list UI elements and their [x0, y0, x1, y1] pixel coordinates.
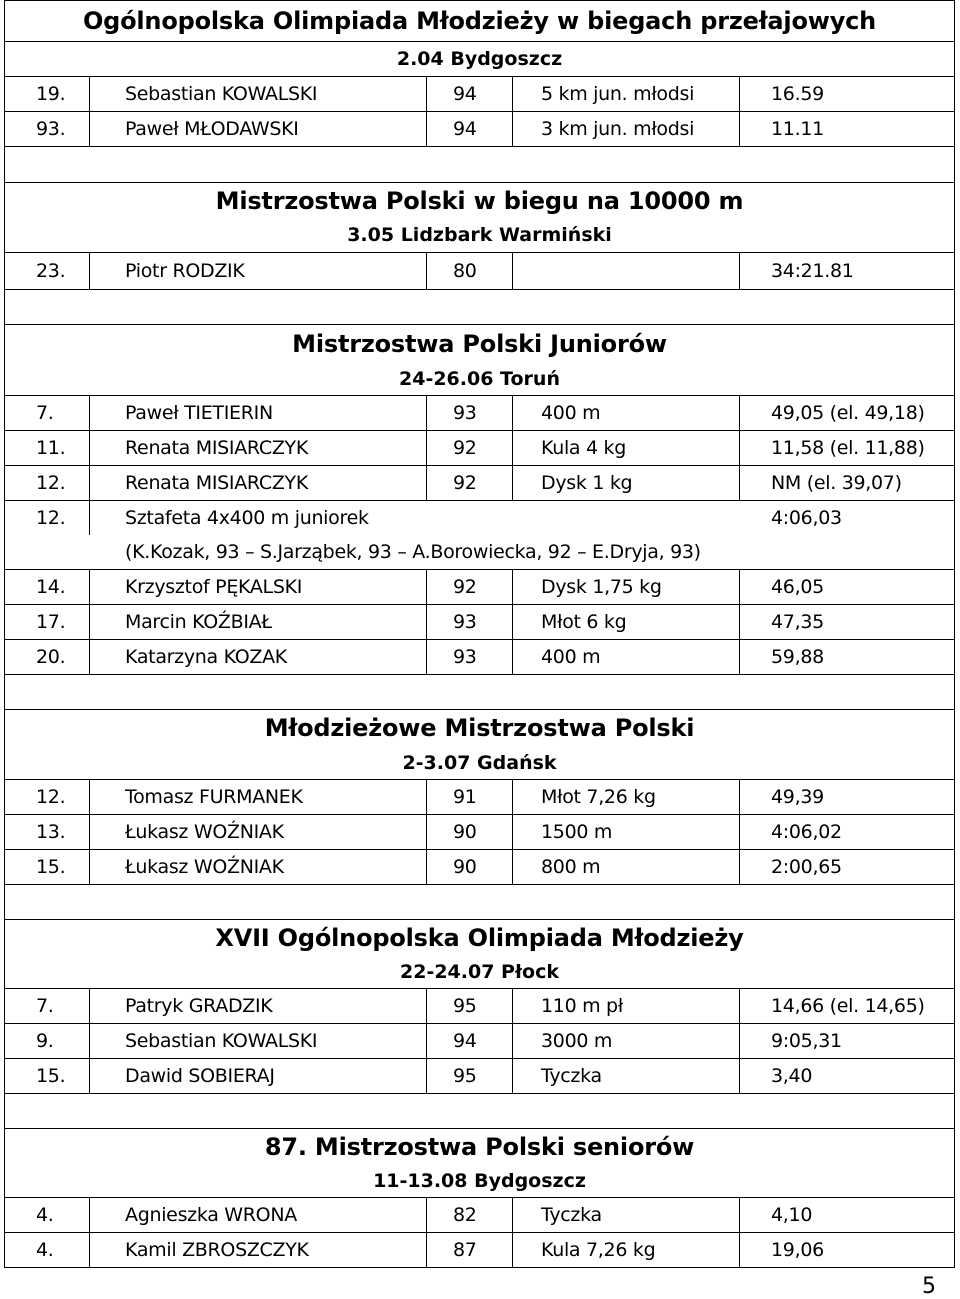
birth-year-cell: 90	[427, 850, 513, 884]
athlete-name-cell: Patryk GRADZIK	[90, 989, 427, 1023]
result-row	[4, 815, 955, 850]
result-cell: 11,58 (el. 11,88)	[771, 437, 925, 459]
birth-year-cell: 93	[427, 396, 513, 430]
spacer-row	[4, 1094, 955, 1129]
section-title: Mistrzostwa Polski w biegu na 10000 m	[215, 186, 744, 215]
event-cell: Kula 4 kg	[513, 431, 740, 465]
result-cell: 34:21.81	[771, 260, 854, 282]
athlete-name-cell: Katarzyna KOZAK	[90, 640, 427, 674]
section-date-place: 24-26.06 Toruń	[399, 367, 560, 390]
birth-year-cell: 93	[427, 640, 513, 674]
event-cell	[513, 253, 740, 289]
results-table	[4, 0, 955, 1268]
section-title-row	[4, 0, 955, 42]
result-row	[4, 112, 955, 147]
place-cell: 13.	[5, 815, 90, 849]
place-cell: 4.	[5, 1198, 90, 1232]
place-cell: 14.	[5, 570, 90, 604]
result-row	[4, 1198, 955, 1233]
section-title: Ogólnopolska Olimpiada Młodzieży w biegach przełajowych	[82, 7, 877, 35]
birth-year-cell: 95	[427, 1059, 513, 1093]
result-row	[4, 466, 955, 501]
spacer-row	[4, 290, 955, 325]
event-cell: 800 m	[513, 850, 740, 884]
result-row	[4, 640, 955, 675]
result-row	[4, 850, 955, 885]
section-title-row	[4, 710, 955, 746]
result-cell: 16.59	[771, 83, 824, 105]
result-row	[4, 253, 955, 290]
birth-year-cell: 92	[427, 466, 513, 500]
birth-year-cell: 95	[427, 989, 513, 1023]
result-cell: 19,06	[771, 1239, 824, 1261]
athlete-name-cell: Łukasz WOŹNIAK	[90, 850, 427, 884]
athlete-name-cell: Piotr RODZIK	[90, 253, 427, 289]
birth-year-cell: 93	[427, 605, 513, 639]
result-cell: 4,10	[771, 1204, 813, 1226]
birth-year-cell: 87	[427, 1233, 513, 1267]
athlete-name-cell: Paweł MŁODAWSKI	[90, 112, 427, 146]
place-cell: 7.	[5, 989, 90, 1023]
result-row	[4, 396, 955, 431]
result-cell: 14,66 (el. 14,65)	[771, 995, 925, 1017]
place-cell: 93.	[5, 112, 90, 146]
section-date-row	[4, 42, 955, 77]
event-cell: Tyczka	[513, 1198, 740, 1232]
result-cell: 3,40	[771, 1065, 813, 1087]
place-cell: 7.	[5, 396, 90, 430]
athlete-name-cell: Łukasz WOŹNIAK	[90, 815, 427, 849]
athlete-name-cell: Marcin KOŹBIAŁ	[90, 605, 427, 639]
result-cell: 9:05,31	[771, 1030, 842, 1052]
section-date-place: 3.05 Lidzbark Warmiński	[347, 224, 612, 246]
section-title-row	[4, 325, 955, 362]
section-title: 87. Mistrzostwa Polski seniorów	[264, 1132, 695, 1161]
result-row	[4, 1233, 955, 1268]
section-title: Młodzieżowe Mistrzostwa Polski	[264, 714, 695, 742]
birth-year-cell: 91	[427, 780, 513, 814]
athlete-name-cell: Kamil ZBROSZCZYK	[90, 1233, 427, 1267]
birth-year-cell: 92	[427, 431, 513, 465]
result-cell: 59,88	[771, 646, 824, 668]
section-title-row	[4, 920, 955, 956]
birth-year-cell: 94	[427, 77, 513, 111]
event-cell: Kula 7,26 kg	[513, 1233, 740, 1267]
result-cell: 49,39	[771, 786, 824, 808]
relay-row	[4, 501, 955, 535]
result-row	[4, 1059, 955, 1094]
event-cell: Młot 7,26 kg	[513, 780, 740, 814]
birth-year-cell: 94	[427, 1024, 513, 1058]
event-cell: 5 km jun. młodsi	[513, 77, 740, 111]
event-cell: Dysk 1,75 kg	[513, 570, 740, 604]
result-cell: 47,35	[771, 611, 824, 633]
event-cell: 1500 m	[513, 815, 740, 849]
event-cell: Tyczka	[513, 1059, 740, 1093]
event-cell: 3000 m	[513, 1024, 740, 1058]
section-title: XVII Ogólnopolska Olimpiada Młodzieży	[215, 924, 744, 952]
athlete-name-cell: Paweł TIETIERIN	[90, 396, 427, 430]
spacer-row	[4, 675, 955, 710]
section-date-row	[4, 746, 955, 780]
empty-cell	[5, 535, 90, 569]
section-date-row	[4, 956, 955, 989]
section-title: Mistrzostwa Polski Juniorów	[292, 329, 667, 358]
place-cell: 20.	[5, 640, 90, 674]
page-number: 5	[922, 1274, 936, 1299]
place-cell: 17.	[5, 605, 90, 639]
relay-name-cell: Sztafeta 4x400 m juniorek	[125, 507, 369, 529]
athlete-name-cell: Dawid SOBIERAJ	[90, 1059, 427, 1093]
result-row	[4, 605, 955, 640]
place-cell: 12.	[5, 780, 90, 814]
section-date-place: 11-13.08 Bydgoszcz	[373, 1169, 586, 1192]
relay-members: (K.Kozak, 93 – S.Jarząbek, 93 – A.Borowiecka, 92 – E.Dryja, 93)	[125, 541, 701, 563]
athlete-name-cell: Renata MISIARCZYK	[90, 431, 427, 465]
place-cell: 19.	[5, 77, 90, 111]
section-title-row	[4, 183, 955, 218]
athlete-name-cell: Tomasz FURMANEK	[90, 780, 427, 814]
place-cell: 15.	[5, 850, 90, 884]
athlete-name-cell: Krzysztof PĘKALSKI	[90, 570, 427, 604]
birth-year-cell: 90	[427, 815, 513, 849]
event-cell: 3 km jun. młodsi	[513, 112, 740, 146]
place-cell: 12.	[5, 466, 90, 500]
result-cell: NM (el. 39,07)	[771, 472, 902, 494]
section-date-row	[4, 362, 955, 396]
event-cell: Młot 6 kg	[513, 605, 740, 639]
athlete-name-cell: Sebastian KOWALSKI	[90, 77, 427, 111]
result-row	[4, 570, 955, 605]
result-row	[4, 1024, 955, 1059]
event-cell: 400 m	[513, 640, 740, 674]
place-cell: 23.	[5, 253, 90, 289]
result-row	[4, 77, 955, 112]
section-date-row	[4, 1164, 955, 1198]
relay-members-row	[4, 535, 955, 570]
spacer-row	[4, 147, 955, 183]
section-date-place: 22-24.07 Płock	[400, 961, 559, 983]
section-title-row	[4, 1129, 955, 1164]
place-cell: 11.	[5, 431, 90, 465]
result-cell: 4:06,02	[771, 821, 842, 843]
birth-year-cell: 80	[427, 253, 513, 289]
athlete-name-cell: Renata MISIARCZYK	[90, 466, 427, 500]
spacer-row	[4, 885, 955, 920]
event-cell: Dysk 1 kg	[513, 466, 740, 500]
birth-year-cell: 94	[427, 112, 513, 146]
result-cell: 49,05 (el. 49,18)	[771, 402, 925, 424]
result-cell: 4:06,03	[771, 507, 842, 529]
place-cell: 12.	[5, 501, 90, 535]
section-date-row	[4, 218, 955, 253]
result-row	[4, 780, 955, 815]
result-row	[4, 431, 955, 466]
athlete-name-cell: Sebastian KOWALSKI	[90, 1024, 427, 1058]
section-date-place: 2.04 Bydgoszcz	[396, 48, 563, 70]
event-cell: 110 m pł	[513, 989, 740, 1023]
birth-year-cell: 82	[427, 1198, 513, 1232]
athlete-name-cell: Agnieszka WRONA	[90, 1198, 427, 1232]
place-cell: 15.	[5, 1059, 90, 1093]
result-row	[4, 989, 955, 1024]
event-cell: 400 m	[513, 396, 740, 430]
birth-year-cell: 92	[427, 570, 513, 604]
place-cell: 9.	[5, 1024, 90, 1058]
result-cell: 11.11	[771, 118, 824, 140]
result-cell: 2:00,65	[771, 856, 842, 878]
place-cell: 4.	[5, 1233, 90, 1267]
result-cell: 46,05	[771, 576, 824, 598]
section-date-place: 2-3.07 Gdańsk	[402, 751, 557, 774]
